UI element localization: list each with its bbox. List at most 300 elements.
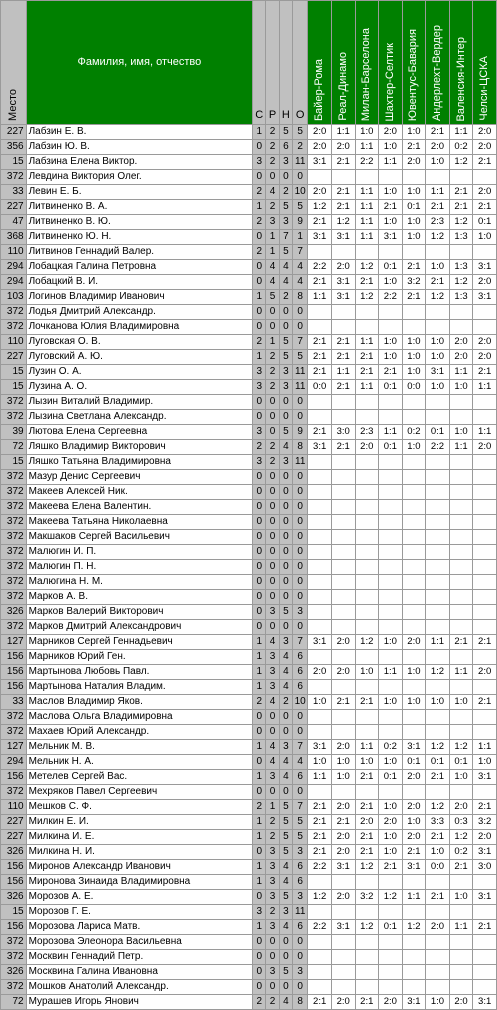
prediction-cell[interactable] [331,725,355,740]
prediction-cell[interactable] [449,500,473,515]
prediction-cell[interactable] [331,320,355,335]
header-stat-n[interactable]: Н [279,1,292,125]
prediction-cell[interactable] [449,395,473,410]
prediction-cell[interactable]: 2:0 [449,350,473,365]
name-cell[interactable]: Морозова Элеонора Васильевна [26,935,252,950]
prediction-cell[interactable] [379,590,403,605]
prediction-cell[interactable] [355,320,379,335]
prediction-cell[interactable] [379,680,403,695]
prediction-cell[interactable]: 1:0 [402,695,426,710]
stat-cell[interactable]: 2 [266,125,279,140]
stat-cell[interactable]: 0 [266,395,279,410]
stat-cell[interactable]: 0 [253,950,266,965]
prediction-cell[interactable] [308,620,332,635]
prediction-cell[interactable] [402,785,426,800]
prediction-cell[interactable]: 2:1 [331,185,355,200]
prediction-cell[interactable] [449,410,473,425]
table-row[interactable] [1,965,497,980]
prediction-cell[interactable]: 1:1 [449,665,473,680]
prediction-cell[interactable] [379,170,403,185]
table-row[interactable] [1,710,497,725]
table-row[interactable] [1,395,497,410]
stat-cell[interactable]: 3 [253,365,266,380]
prediction-cell[interactable] [473,455,497,470]
stat-cell[interactable]: 8 [293,440,308,455]
prediction-cell[interactable] [426,725,450,740]
stat-cell[interactable]: 0 [266,950,279,965]
prediction-cell[interactable] [402,530,426,545]
stat-cell[interactable]: 3 [293,605,308,620]
prediction-cell[interactable] [379,560,403,575]
prediction-cell[interactable]: 2:1 [308,845,332,860]
prediction-cell[interactable]: 2:0 [379,815,403,830]
prediction-cell[interactable] [331,935,355,950]
prediction-cell[interactable]: 2:1 [308,275,332,290]
place-cell[interactable]: 15 [1,155,27,170]
prediction-cell[interactable] [379,395,403,410]
prediction-cell[interactable] [426,950,450,965]
table-row[interactable] [1,200,497,215]
place-cell[interactable]: 372 [1,560,27,575]
prediction-cell[interactable]: 2:1 [355,275,379,290]
table-row[interactable] [1,620,497,635]
stat-cell[interactable]: 1 [253,740,266,755]
stat-cell[interactable]: 3 [279,905,292,920]
table-row[interactable] [1,140,497,155]
prediction-cell[interactable]: 2:0 [331,845,355,860]
stat-cell[interactable]: 5 [293,815,308,830]
place-cell[interactable]: 372 [1,935,27,950]
prediction-cell[interactable]: 2:1 [308,995,332,1010]
name-cell[interactable]: Мельник Н. А. [26,755,252,770]
prediction-cell[interactable] [402,470,426,485]
prediction-cell[interactable]: 2:1 [308,215,332,230]
stat-cell[interactable]: 4 [266,275,279,290]
prediction-cell[interactable] [449,575,473,590]
prediction-cell[interactable] [426,395,450,410]
prediction-cell[interactable] [473,980,497,995]
stat-cell[interactable]: 3 [279,380,292,395]
prediction-cell[interactable]: 1:1 [355,215,379,230]
prediction-cell[interactable] [379,950,403,965]
prediction-cell[interactable]: 1:0 [355,125,379,140]
prediction-cell[interactable] [402,500,426,515]
stat-cell[interactable]: 0 [253,980,266,995]
place-cell[interactable]: 156 [1,770,27,785]
prediction-cell[interactable]: 2:0 [473,125,497,140]
prediction-cell[interactable]: 2:1 [308,815,332,830]
prediction-cell[interactable] [449,530,473,545]
prediction-cell[interactable]: 3:1 [473,845,497,860]
prediction-cell[interactable]: 0:1 [379,260,403,275]
prediction-cell[interactable]: 0:2 [449,845,473,860]
stat-cell[interactable]: 0 [266,470,279,485]
prediction-cell[interactable]: 2:0 [473,185,497,200]
stat-cell[interactable]: 0 [253,575,266,590]
prediction-cell[interactable] [355,680,379,695]
prediction-cell[interactable]: 0:2 [379,740,403,755]
stat-cell[interactable]: 7 [293,635,308,650]
stat-cell[interactable]: 0 [293,575,308,590]
name-cell[interactable]: Литвиненко Ю. Н. [26,230,252,245]
stat-cell[interactable]: 3 [279,455,292,470]
name-cell[interactable]: Милкин Е. И. [26,815,252,830]
prediction-cell[interactable] [355,545,379,560]
prediction-cell[interactable]: 2:1 [402,260,426,275]
prediction-cell[interactable]: 1:1 [355,230,379,245]
stat-cell[interactable]: 2 [266,455,279,470]
stat-cell[interactable]: 1 [266,245,279,260]
place-cell[interactable]: 372 [1,980,27,995]
place-cell[interactable]: 372 [1,170,27,185]
prediction-cell[interactable] [308,785,332,800]
prediction-cell[interactable]: 2:1 [308,800,332,815]
name-cell[interactable]: Лобацкий В. И. [26,275,252,290]
prediction-cell[interactable] [355,305,379,320]
prediction-cell[interactable]: 2:1 [426,830,450,845]
prediction-cell[interactable]: 2:0 [426,140,450,155]
prediction-cell[interactable] [402,725,426,740]
place-cell[interactable]: 326 [1,845,27,860]
prediction-cell[interactable]: 1:2 [426,290,450,305]
stat-cell[interactable]: 3 [266,965,279,980]
prediction-cell[interactable]: 1:0 [308,695,332,710]
stat-cell[interactable]: 2 [266,200,279,215]
prediction-cell[interactable]: 1:2 [379,890,403,905]
table-row[interactable] [1,530,497,545]
prediction-cell[interactable]: 3:1 [426,365,450,380]
prediction-cell[interactable] [379,500,403,515]
place-cell[interactable]: 33 [1,695,27,710]
prediction-cell[interactable] [379,620,403,635]
prediction-cell[interactable]: 1:1 [379,425,403,440]
name-cell[interactable]: Милкина Н. И. [26,845,252,860]
stat-cell[interactable]: 2 [266,380,279,395]
stat-cell[interactable]: 0 [253,560,266,575]
prediction-cell[interactable]: 2:0 [379,125,403,140]
prediction-cell[interactable] [402,680,426,695]
stat-cell[interactable]: 8 [293,290,308,305]
prediction-cell[interactable] [426,545,450,560]
stat-cell[interactable]: 5 [279,845,292,860]
stat-cell[interactable]: 11 [293,155,308,170]
prediction-cell[interactable]: 1:0 [426,260,450,275]
table-row[interactable] [1,125,497,140]
name-cell[interactable]: Лузина А. О. [26,380,252,395]
prediction-cell[interactable]: 0:3 [449,815,473,830]
prediction-cell[interactable] [355,875,379,890]
prediction-cell[interactable] [379,470,403,485]
stat-cell[interactable]: 3 [253,455,266,470]
prediction-cell[interactable]: 1:0 [331,770,355,785]
table-row[interactable] [1,260,497,275]
stat-cell[interactable]: 3 [279,740,292,755]
prediction-cell[interactable] [449,605,473,620]
stat-cell[interactable]: 0 [266,305,279,320]
prediction-cell[interactable] [308,455,332,470]
prediction-cell[interactable] [308,470,332,485]
table-row[interactable] [1,575,497,590]
prediction-cell[interactable] [331,560,355,575]
stat-cell[interactable]: 3 [266,770,279,785]
table-row[interactable] [1,560,497,575]
stat-cell[interactable]: 4 [279,770,292,785]
prediction-cell[interactable] [449,305,473,320]
prediction-cell[interactable] [402,485,426,500]
stat-cell[interactable]: 10 [293,695,308,710]
stat-cell[interactable]: 0 [293,785,308,800]
prediction-cell[interactable] [355,245,379,260]
prediction-cell[interactable]: 1:0 [402,215,426,230]
name-cell[interactable]: Макеев Алексей Ник. [26,485,252,500]
prediction-cell[interactable]: 3:1 [473,890,497,905]
name-cell[interactable]: Макшаков Сергей Васильевич [26,530,252,545]
prediction-cell[interactable]: 1:2 [355,920,379,935]
prediction-cell[interactable] [473,320,497,335]
prediction-cell[interactable]: 1:0 [426,695,450,710]
prediction-cell[interactable]: 3:0 [331,425,355,440]
stat-cell[interactable]: 5 [293,350,308,365]
prediction-cell[interactable]: 1:0 [379,185,403,200]
prediction-cell[interactable]: 2:2 [379,290,403,305]
prediction-cell[interactable]: 2:2 [308,860,332,875]
prediction-cell[interactable] [426,710,450,725]
prediction-cell[interactable]: 1:0 [379,800,403,815]
name-cell[interactable]: Морозова Лариса Матв. [26,920,252,935]
prediction-cell[interactable]: 1:3 [449,290,473,305]
prediction-cell[interactable]: 2:0 [402,800,426,815]
prediction-cell[interactable] [331,455,355,470]
prediction-cell[interactable]: 2:1 [473,800,497,815]
table-row[interactable] [1,470,497,485]
place-cell[interactable]: 227 [1,125,27,140]
prediction-cell[interactable] [379,965,403,980]
stat-cell[interactable]: 0 [293,500,308,515]
prediction-cell[interactable] [402,515,426,530]
stat-cell[interactable]: 1 [293,230,308,245]
stat-cell[interactable]: 0 [253,755,266,770]
prediction-cell[interactable] [449,515,473,530]
place-cell[interactable]: 110 [1,245,27,260]
name-cell[interactable]: Морозов А. Е. [26,890,252,905]
prediction-cell[interactable]: 2:1 [331,695,355,710]
prediction-cell[interactable] [331,905,355,920]
prediction-cell[interactable] [473,530,497,545]
prediction-cell[interactable] [449,470,473,485]
prediction-cell[interactable]: 1:2 [449,155,473,170]
prediction-cell[interactable]: 2:1 [379,200,403,215]
stat-cell[interactable]: 0 [293,590,308,605]
table-row[interactable] [1,515,497,530]
table-row[interactable] [1,770,497,785]
stat-cell[interactable]: 0 [279,530,292,545]
prediction-cell[interactable] [473,650,497,665]
prediction-cell[interactable] [379,545,403,560]
place-cell[interactable]: 156 [1,860,27,875]
stat-cell[interactable]: 2 [253,215,266,230]
prediction-cell[interactable]: 2:1 [308,830,332,845]
place-cell[interactable]: 33 [1,185,27,200]
stat-cell[interactable]: 0 [279,590,292,605]
stat-cell[interactable]: 4 [293,260,308,275]
prediction-cell[interactable] [308,905,332,920]
stat-cell[interactable]: 6 [293,770,308,785]
stat-cell[interactable]: 0 [253,965,266,980]
prediction-cell[interactable] [473,305,497,320]
stat-cell[interactable]: 0 [253,395,266,410]
stat-cell[interactable]: 0 [266,560,279,575]
stat-cell[interactable]: 0 [266,725,279,740]
prediction-cell[interactable]: 2:0 [449,800,473,815]
prediction-cell[interactable]: 2:1 [426,125,450,140]
place-cell[interactable]: 39 [1,425,27,440]
place-cell[interactable]: 127 [1,740,27,755]
prediction-cell[interactable] [473,935,497,950]
table-row[interactable] [1,995,497,1010]
stat-cell[interactable]: 5 [279,800,292,815]
stat-cell[interactable]: 2 [266,815,279,830]
name-cell[interactable]: Левин Е. Б. [26,185,252,200]
name-cell[interactable]: Лызина Светлана Александр. [26,410,252,425]
table-row[interactable] [1,605,497,620]
place-cell[interactable]: 372 [1,470,27,485]
prediction-cell[interactable]: 2:1 [308,425,332,440]
prediction-cell[interactable]: 2:2 [308,920,332,935]
table-row[interactable] [1,980,497,995]
stat-cell[interactable]: 0 [279,320,292,335]
prediction-cell[interactable]: 2:0 [402,830,426,845]
prediction-cell[interactable]: 3:1 [308,230,332,245]
place-cell[interactable]: 156 [1,680,27,695]
stat-cell[interactable]: 4 [266,260,279,275]
prediction-cell[interactable]: 1:1 [355,140,379,155]
stat-cell[interactable]: 0 [266,575,279,590]
prediction-cell[interactable] [331,965,355,980]
stat-cell[interactable]: 3 [266,860,279,875]
stat-cell[interactable]: 4 [279,875,292,890]
prediction-cell[interactable]: 2:1 [331,440,355,455]
prediction-cell[interactable]: 2:0 [473,830,497,845]
prediction-cell[interactable]: 1:0 [426,335,450,350]
prediction-cell[interactable] [331,980,355,995]
stat-cell[interactable]: 3 [253,425,266,440]
table-row[interactable] [1,860,497,875]
prediction-cell[interactable]: 1:1 [473,380,497,395]
prediction-cell[interactable]: 2:1 [355,995,379,1010]
stat-cell[interactable]: 0 [253,260,266,275]
name-cell[interactable]: Морозов Г. Е. [26,905,252,920]
stat-cell[interactable]: 1 [266,335,279,350]
prediction-cell[interactable]: 2:1 [449,860,473,875]
stat-cell[interactable]: 0 [279,395,292,410]
prediction-cell[interactable]: 2:1 [402,290,426,305]
stat-cell[interactable]: 2 [253,245,266,260]
stat-cell[interactable]: 0 [253,545,266,560]
prediction-cell[interactable]: 2:0 [308,125,332,140]
stat-cell[interactable]: 4 [279,650,292,665]
prediction-cell[interactable]: 2:0 [402,770,426,785]
prediction-cell[interactable]: 2:0 [331,740,355,755]
prediction-cell[interactable]: 2:1 [426,200,450,215]
name-cell[interactable]: Марников Сергей Геннадьевич [26,635,252,650]
stat-cell[interactable]: 4 [279,755,292,770]
prediction-cell[interactable]: 3:1 [308,740,332,755]
stat-cell[interactable]: 6 [293,680,308,695]
prediction-cell[interactable] [402,320,426,335]
prediction-cell[interactable] [355,590,379,605]
prediction-cell[interactable]: 1:2 [308,890,332,905]
stat-cell[interactable]: 5 [279,425,292,440]
stat-cell[interactable]: 8 [293,995,308,1010]
stat-cell[interactable]: 3 [293,845,308,860]
stat-cell[interactable]: 0 [279,560,292,575]
prediction-cell[interactable] [473,680,497,695]
prediction-cell[interactable] [308,950,332,965]
prediction-cell[interactable] [449,590,473,605]
table-row[interactable] [1,845,497,860]
stat-cell[interactable]: 2 [266,155,279,170]
prediction-cell[interactable]: 0:1 [473,215,497,230]
prediction-cell[interactable]: 2:1 [308,365,332,380]
table-row[interactable] [1,875,497,890]
prediction-cell[interactable]: 2:1 [355,350,379,365]
prediction-cell[interactable]: 1:0 [402,185,426,200]
table-row[interactable] [1,275,497,290]
prediction-cell[interactable] [379,905,403,920]
prediction-cell[interactable]: 1:1 [355,335,379,350]
stat-cell[interactable]: 0 [266,530,279,545]
prediction-cell[interactable]: 1:0 [449,695,473,710]
stat-cell[interactable]: 1 [253,290,266,305]
table-row[interactable] [1,380,497,395]
prediction-cell[interactable]: 2:1 [426,275,450,290]
stat-cell[interactable]: 0 [279,575,292,590]
name-cell[interactable]: Малюгин И. П. [26,545,252,560]
place-cell[interactable]: 156 [1,665,27,680]
prediction-cell[interactable]: 2:1 [331,350,355,365]
prediction-cell[interactable]: 2:1 [473,200,497,215]
prediction-cell[interactable] [402,575,426,590]
prediction-cell[interactable] [331,485,355,500]
prediction-cell[interactable]: 3:1 [402,860,426,875]
stat-cell[interactable]: 3 [266,920,279,935]
prediction-cell[interactable]: 2:0 [402,635,426,650]
name-cell[interactable]: Милкина И. Е. [26,830,252,845]
place-cell[interactable]: 156 [1,920,27,935]
prediction-cell[interactable]: 1:1 [426,185,450,200]
stat-cell[interactable]: 0 [253,515,266,530]
prediction-cell[interactable]: 2:0 [331,635,355,650]
prediction-cell[interactable]: 0:1 [449,755,473,770]
prediction-cell[interactable] [426,305,450,320]
stat-cell[interactable]: 0 [279,710,292,725]
prediction-cell[interactable]: 2:0 [473,350,497,365]
stat-cell[interactable]: 1 [253,815,266,830]
stat-cell[interactable]: 1 [253,830,266,845]
place-cell[interactable]: 372 [1,785,27,800]
prediction-cell[interactable] [426,170,450,185]
prediction-cell[interactable] [473,245,497,260]
prediction-cell[interactable] [355,650,379,665]
prediction-cell[interactable]: 1:2 [308,200,332,215]
name-cell[interactable]: Малюгин П. Н. [26,560,252,575]
prediction-cell[interactable] [379,605,403,620]
header-match-4[interactable] [379,1,403,125]
prediction-cell[interactable]: 2:0 [449,995,473,1010]
table-row[interactable] [1,245,497,260]
prediction-cell[interactable] [379,875,403,890]
prediction-cell[interactable]: 1:0 [426,845,450,860]
